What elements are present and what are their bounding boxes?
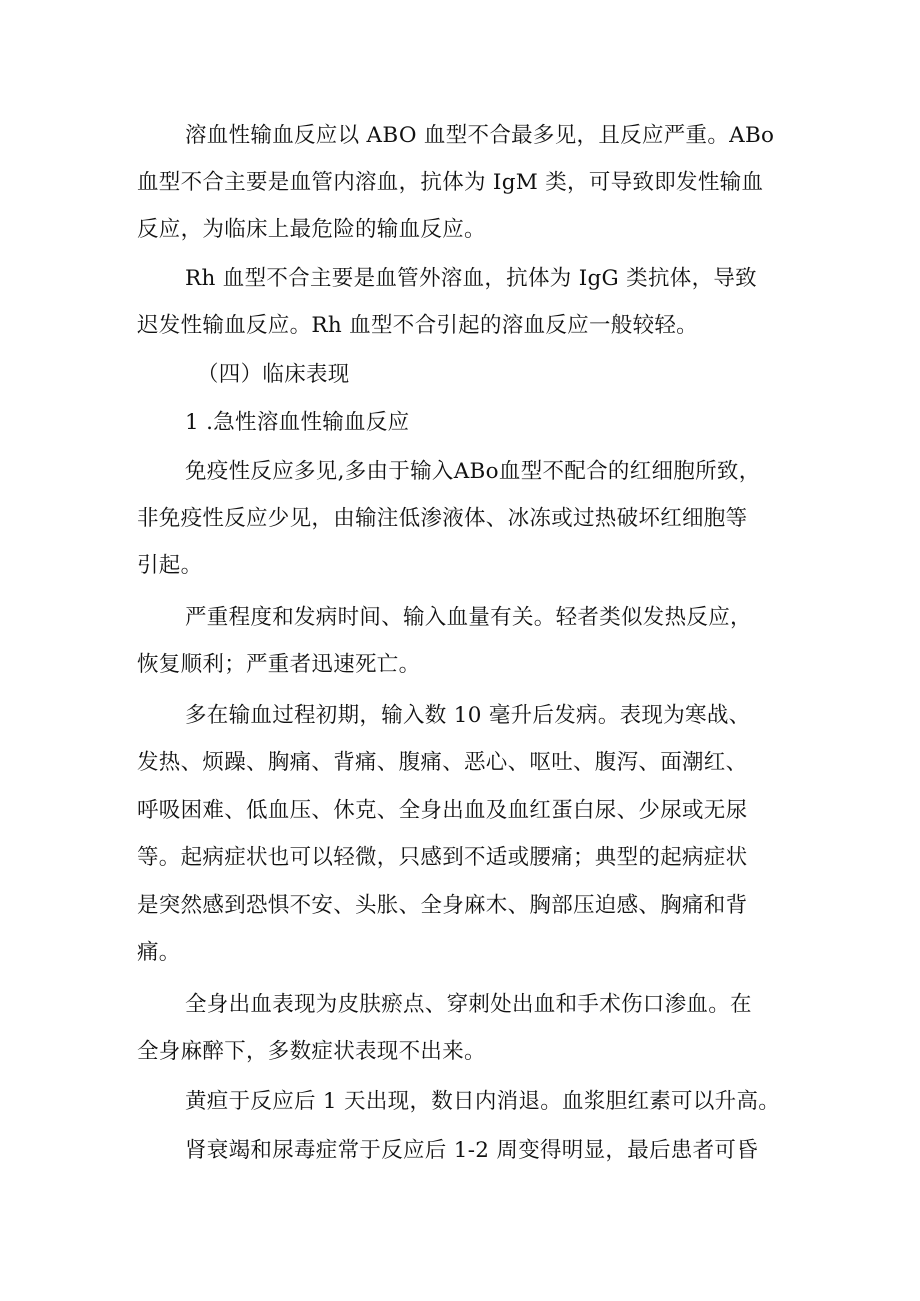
paragraph-line: 全身麻醉下，多数症状表现不出来。: [137, 1039, 486, 1064]
paragraph-line: 非免疫性反应少见，由输注低渗液体、冰冻或过热破坏红细胞等: [137, 506, 748, 531]
paragraph-line: 血型不合主要是血管内溶血，抗体为 IgM 类，可导致即发性输血: [137, 170, 764, 195]
section-heading: （四）临床表现: [197, 362, 350, 387]
paragraph-line: 恢复顺利；严重者迅速死亡。: [137, 652, 421, 677]
paragraph-line: 是突然感到恐惧不安、头胀、全身麻木、胸部压迫感、胸痛和背: [137, 893, 748, 918]
paragraph-line: 引起。: [137, 553, 203, 578]
paragraph-line: 严重程度和发病时间、输入血量有关。轻者类似发热反应，: [185, 605, 752, 630]
paragraph-line: 全身出血表现为皮肤瘀点、穿刺处出血和手术伤口渗血。在: [185, 992, 752, 1017]
paragraph-line: 黄疸于反应后 1 天出现，数日内消退。血浆胆红素可以升高。: [185, 1089, 781, 1114]
paragraph-line: Rh 血型不合主要是血管外溶血，抗体为 IgG 类抗体，导致: [185, 266, 757, 291]
paragraph-line: 溶血性输血反应以 ABO 血型不合最多见，且反应严重。ABo: [185, 123, 775, 148]
paragraph-line: 反应，为临床上最危险的输血反应。: [137, 217, 486, 242]
paragraph-line: 痛。: [137, 940, 181, 965]
paragraph-line: 呼吸困难、低血压、休克、全身出血及血红蛋白尿、少尿或无尿: [137, 798, 748, 823]
paragraph-line: 免疫性反应多见,多由于输入ABo血型不配合的红细胞所致，: [185, 459, 761, 484]
paragraph-line: 发热、烦躁、胸痛、背痛、腹痛、恶心、呕吐、腹泻、面潮红、: [137, 750, 748, 775]
paragraph-line: 多在输血过程初期，输入数 10 毫升后发病。表现为寒战、: [185, 703, 751, 728]
subsection-heading: 1 .急性溶血性输血反应: [185, 410, 410, 435]
paragraph-line: 等。起病症状也可以轻微，只感到不适或腰痛；典型的起病症状: [137, 845, 748, 870]
paragraph-line: 迟发性输血反应。Rh 血型不合引起的溶血反应一般较轻。: [137, 313, 698, 338]
paragraph-line: 肾衰竭和尿毒症常于反应后 1-2 周变得明显，最后患者可昏: [185, 1138, 758, 1163]
